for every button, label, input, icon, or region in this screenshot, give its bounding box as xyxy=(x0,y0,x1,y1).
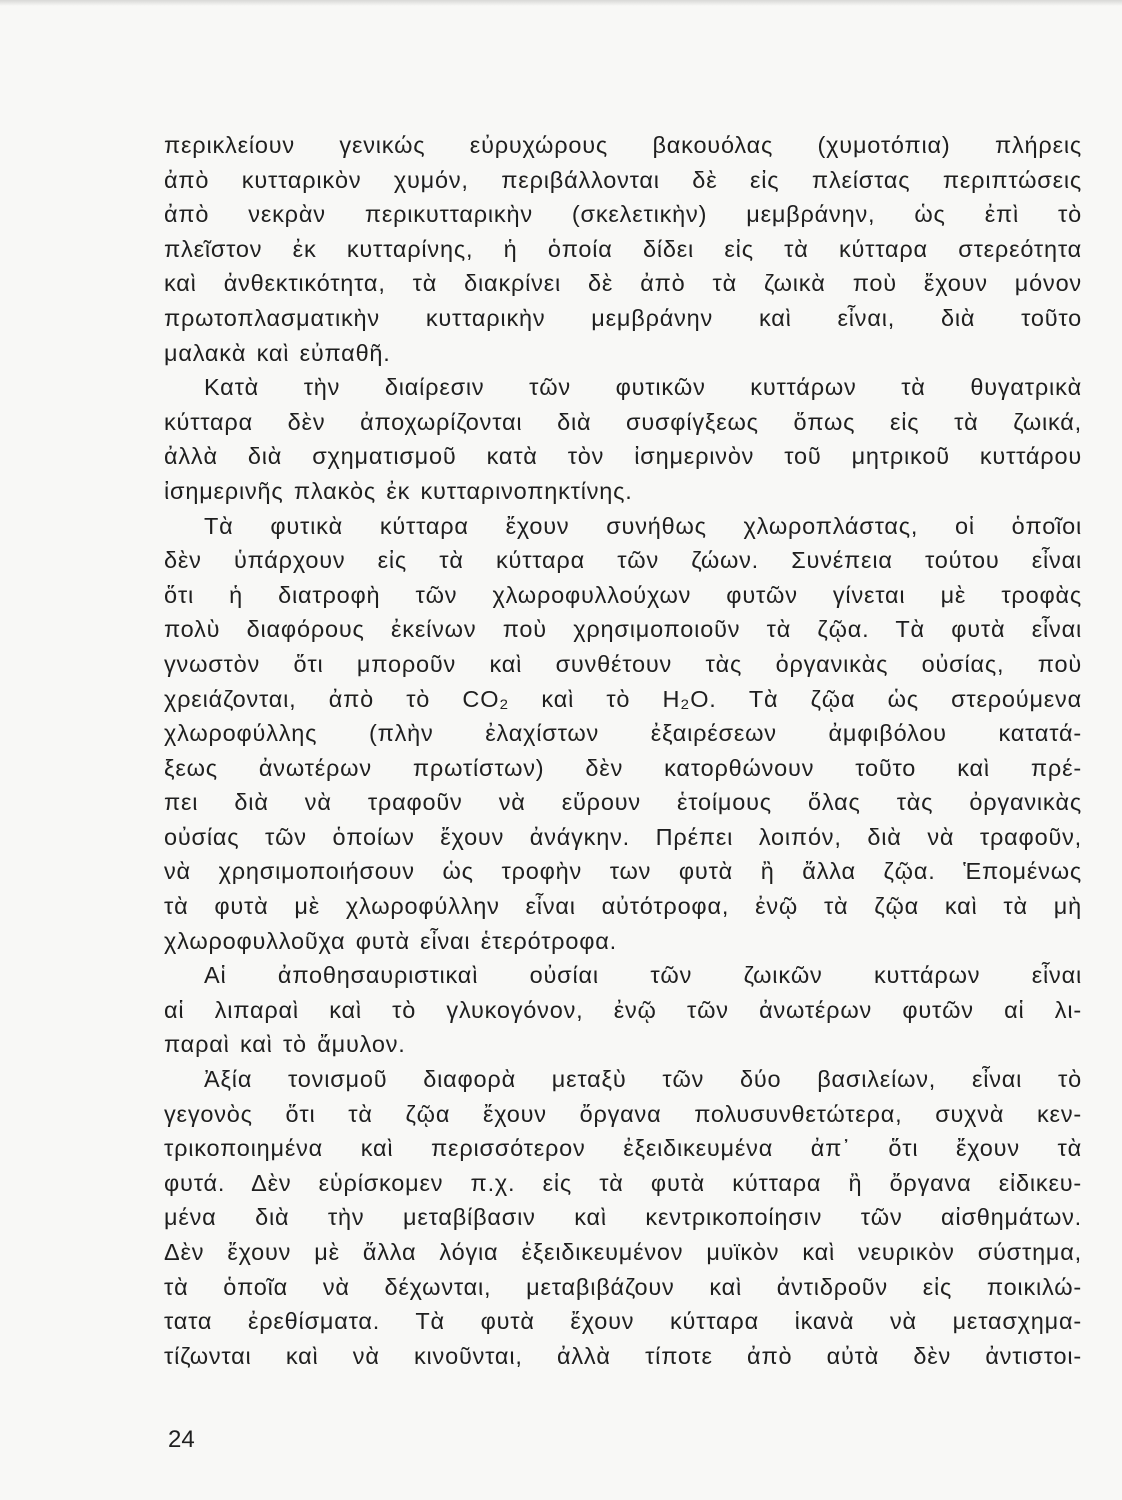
text-line: τρικοποιημένα καὶ περισσότερον ἐξειδικευμένα ἀπ᾿ ὅτι ἔχουν τὰ xyxy=(164,1135,1082,1162)
text-line: χλωροφυλλοῦχα φυτὰ εἶναι ἑτερότροφα. xyxy=(164,927,617,954)
text-line: Τὰ φυτικὰ κύτταρα ἔχουν συνήθως χλωροπλάστας, οἱ ὁποῖοι xyxy=(204,512,1082,539)
text-line: Αἱ ἀποθησαυριστικαὶ οὐσίαι τῶν ζωικῶν κυττάρων εἶναι xyxy=(204,962,1082,989)
text-line: ἀπὸ νεκρὰν περικυτταρικὴν (σκελετικὴν) μεμβράνην, ὡς ἐπὶ τὸ xyxy=(164,201,1082,228)
paragraph-5 xyxy=(164,1062,1082,1373)
text-line: πρωτοπλασματικὴν κυτταρικὴν μεμβράνην καὶ εἶναι, διὰ τοῦτο xyxy=(164,304,1082,331)
text-line: καὶ ἀνθεκτικότητα, τὰ διακρίνει δὲ ἀπὸ τὰ ζωικὰ ποὺ ἔχουν μόνον xyxy=(164,270,1082,297)
scan-edge-shadow xyxy=(0,0,1122,6)
text-line: χλωροφύλλης (πλὴν ἐλαχίστων ἐξαιρέσεων ἀμφιβόλου κατατά- xyxy=(164,720,1082,747)
text-line: πει διὰ νὰ τραφοῦν νὰ εὕρουν ἑτοίμους ὅλας τὰς ὀργανικὰς xyxy=(164,789,1082,816)
text-line: οὐσίας τῶν ὁποίων ἔχουν ἀνάγκην. Πρέπει λοιπόν, διὰ νὰ τραφοῦν, xyxy=(164,823,1082,850)
paragraph-3 xyxy=(164,509,1082,959)
text-line: ἀπὸ κυτταρικὸν χυμόν, περιβάλλονται δὲ εἰς πλείστας περιπτώσεις xyxy=(164,166,1082,193)
text-line: γεγονὸς ὅτι τὰ ζῷα ἔχουν ὄργανα πολυσυνθετώτερα, συχνὰ κεν- xyxy=(164,1100,1082,1127)
text-line: ὅτι ἡ διατροφὴ τῶν χλωροφυλλούχων φυτῶν γίνεται μὲ τροφὰς xyxy=(164,581,1082,608)
page-number: 24 xyxy=(168,1426,195,1453)
text-line: ξεως ἀνωτέρων πρωτίστων) δὲν κατορθώνουν τοῦτο καὶ πρέ- xyxy=(164,754,1082,781)
text-line: Ἀξία τονισμοῦ διαφορὰ μεταξὺ τῶν δύο βασιλείων, εἶναι τὸ xyxy=(204,1066,1082,1093)
text-line: κύτταρα δὲν ἀποχωρίζονται διὰ συσφίγξεως ὅπως εἰς τὰ ζωικά, xyxy=(164,408,1082,435)
text-line: γνωστὸν ὅτι μποροῦν καὶ συνθέτουν τὰς ὀργανικὰς οὐσίας, ποὺ xyxy=(164,650,1082,677)
text-line: μένα διὰ τὴν μεταβίβασιν καὶ κεντρικοποίησιν τῶν αἰσθημάτων. xyxy=(164,1204,1082,1231)
text-line: χρειάζονται, ἀπὸ τὸ CO₂ καὶ τὸ H₂O. Τὰ ζῷα ὡς στερούμενα xyxy=(164,685,1082,712)
body-text xyxy=(164,128,1082,1373)
paragraph-2 xyxy=(164,370,1082,508)
paragraph-1 xyxy=(164,128,1082,370)
text-line: αἱ λιπαραὶ καὶ τὸ γλυκογόνον, ἐνῷ τῶν ἀνωτέρων φυτῶν αἱ λι- xyxy=(164,996,1082,1023)
paragraph-4 xyxy=(164,958,1082,1062)
text-line: ἀλλὰ διὰ σχηματισμοῦ κατὰ τὸν ἰσημερινὸν τοῦ μητρικοῦ κυττάρου xyxy=(164,443,1082,470)
text-line: περικλείουν γενικώς εὐρυχώρους βακουόλας (χυμοτόπια) πλήρεις xyxy=(164,132,1082,158)
text-line: φυτά. Δὲν εὑρίσκομεν π.χ. εἰς τὰ φυτὰ κύτταρα ἢ ὄργανα εἰδικευ- xyxy=(164,1169,1082,1196)
text-line: δὲν ὑπάρχουν εἰς τὰ κύτταρα τῶν ζώων. Συνέπεια τούτου εἶναι xyxy=(164,547,1082,574)
text-line: τίζωνται καὶ νὰ κινοῦνται, ἀλλὰ τίποτε ἀπὸ αὐτὰ δὲν ἀντιστοι- xyxy=(164,1342,1082,1369)
text-line: πολὺ διαφόρους ἐκείνων ποὺ χρησιμοποιοῦν τὰ ζῷα. Τὰ φυτὰ εἶναι xyxy=(164,616,1082,643)
text-line: μαλακὰ καὶ εὐπαθῆ. xyxy=(164,339,391,366)
text-line: τὰ ὁποῖα νὰ δέχωνται, μεταβιβάζουν καὶ ἀντιδροῦν εἰς ποικιλώ- xyxy=(164,1273,1082,1300)
text-line: Δὲν ἔχουν μὲ ἄλλα λόγια ἐξειδικευμένον μυϊκὸν καὶ νευρικὸν σύστημα, xyxy=(164,1239,1082,1265)
text-line: τατα ἐρεθίσματα. Τὰ φυτὰ ἔχουν κύτταρα ἱκανὰ νὰ μετασχημα- xyxy=(164,1308,1082,1335)
text-line: ἰσημερινῆς πλακὸς ἐκ κυτταρινοπηκτίνης. xyxy=(164,477,633,504)
text-line: τὰ φυτὰ μὲ χλωροφύλλην εἶναι αὐτότροφα, ἐνῷ τὰ ζῷα καὶ τὰ μὴ xyxy=(164,893,1082,920)
text-line: νὰ χρησιμοποιήσουν ὡς τροφὴν των φυτὰ ἢ ἄλλα ζῷα. Ἑπομένως xyxy=(164,858,1082,885)
text-line: Κατὰ τὴν διαίρεσιν τῶν φυτικῶν κυττάρων τὰ θυγατρικὰ xyxy=(204,374,1082,401)
text-line: πλεῖστον ἐκ κυτταρίνης, ἡ ὁποία δίδει εἰς τὰ κύτταρα στερεότητα xyxy=(164,235,1082,262)
text-line: παραὶ καὶ τὸ ἄμυλον. xyxy=(164,1031,406,1058)
